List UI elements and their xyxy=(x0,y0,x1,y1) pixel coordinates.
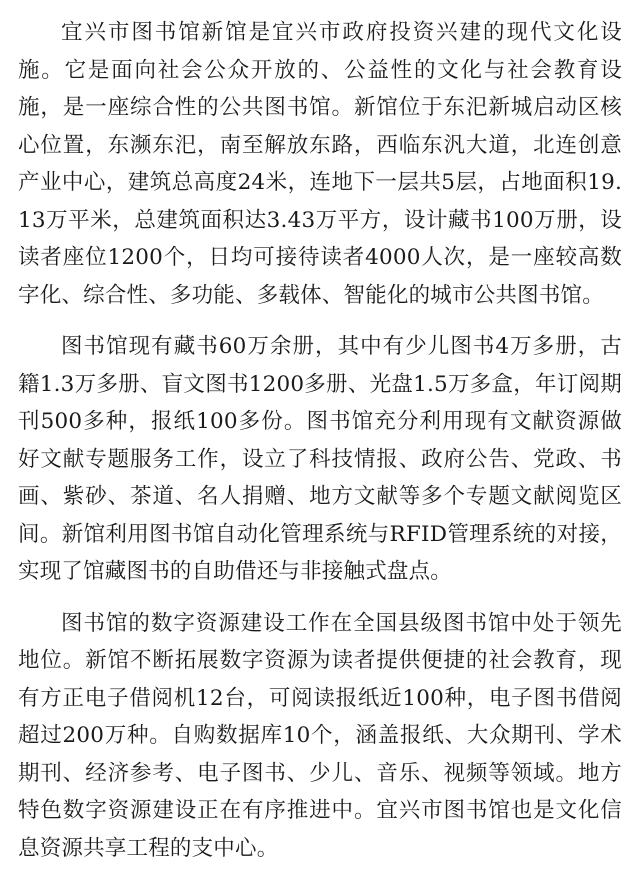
paragraph-collection: 图书馆现有藏书60万余册，其中有少儿图书4万多册，古籍1.3万多册、盲文图书1200多册、光盘1.5万多盒，年订阅期刊500多种，报纸100多份。图书馆充分利用现有文献资源做好文献专题服务工作，设立了科技情报、政府公告、党政、书画、紫砂、茶道、名人捐赠、地方文献等多个专题文献阅览区间。新馆利用图书馆自动化管理系统与RFID管理系统的对接，实现了馆藏图书的自助借还与非接触式盘点。 xyxy=(18,334,622,584)
paragraph-digital-resources: 图书馆的数字资源建设工作在全国县级图书馆中处于领先地位。新馆不断拓展数字资源为读者提供便捷的社会教育，现有方正电子借阅机12台，可阅读报纸近100种，电子图书借阅超过200万种。自购数据库10个，涵盖报纸、大众期刊、学术期刊、经济参考、电子图书、少儿、音乐、视频等领域。地方特色数字资源建设正在有序推进中。宜兴市图书馆也是文化信息资源共享工程的支中心。 xyxy=(18,610,622,861)
paragraph-intro: 宜兴市图书馆新馆是宜兴市政府投资兴建的现代文化设施。它是面向社会公众开放的、公益性的文化与社会教育设施，是一座综合性的公共图书馆。新馆位于东汜新城启动区核心位置，东濒东汜，南至解放东路，西临东汎大道，北连创意产业中心，建筑总高度24米，连地下一层共5层，占地面积19.13万平米，总建筑面积达3.43万平方，设计藏书100万册，设读者座位1200个，日均可接待读者4000人次，是一座较高数字化、综合性、多功能、多载体、智能化的城市公共图书馆。 xyxy=(18,20,622,308)
